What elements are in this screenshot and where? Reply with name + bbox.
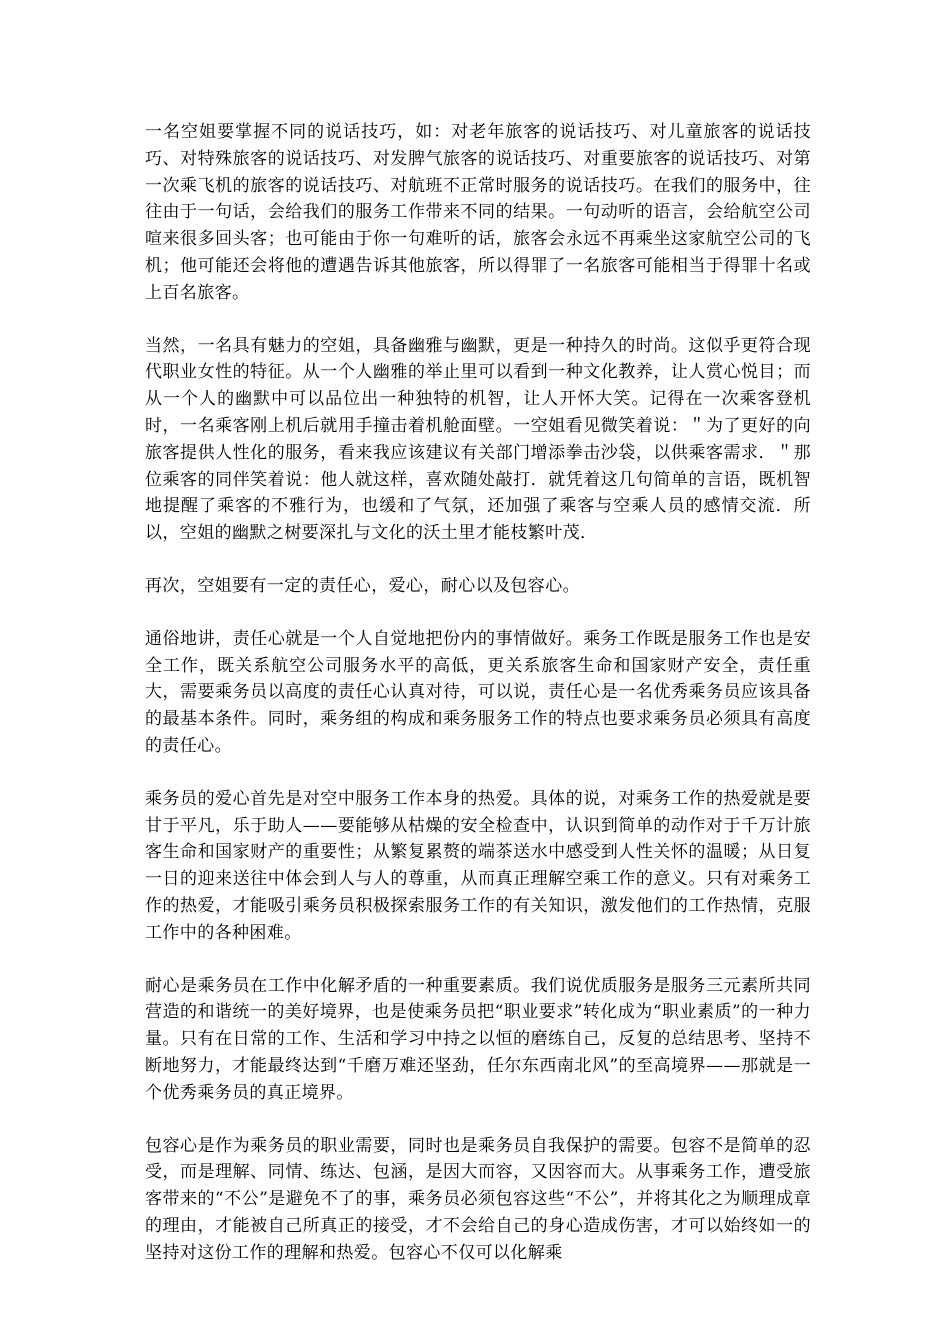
paragraph-elegance-humor: 当然，一名具有魅力的空姐，具备幽雅与幽默，更是一种持久的时尚。这似乎更符合现代职业女性的特征。从一个人幽雅的举止里可以看到一种文化教养，让人赏心悦目；而从一个人的幽默中可以品位出一种独特的机智，让人开怀大笑。记得在一次乘客登机时，一名乘客刚上机后就用手撞击着机舱面壁。一空姐看见微笑着说：＂为了更好的向旅客提供人性化的服务，看来我应该建议有关部门增添拳击沙袋，以供乘客需求．＂那位乘客的同伴笑着说：他人就这样，喜欢随处敲打．就凭着这几句简单的言语，既机智地提醒了乘客的不雅行为，也缓和了气氛，还加强了乘客与空乘人员的感情交流．所以，空姐的幽默之树要深扎与文化的沃土里才能枝繁叶茂． [145, 335, 811, 544]
paragraph-patience: 耐心是乘务员在工作中化解矛盾的一种重要素质。我们说优质服务是服务三元素所共同营造的和谐统一的美好境界，也是使乘务员把“职业要求”转化成为“职业素质”的一种力量。只有在日常的工作、生活和学习中持之以恒的磨练自己，反复的总结思考、坚持不断地努力，才能最终达到“千磨万难还坚劲，任尔东西南北风”的至高境界——那就是一个优秀乘务员的真正境界。 [145, 975, 811, 1103]
paragraph-responsibility: 通俗地讲，责任心就是一个人自觉地把份内的事情做好。乘务工作既是服务工作也是安全工作，既关系航空公司服务水平的高低，更关系旅客生命和国家财产安全，责任重大，需要乘务员以高度的责任心认真对待，可以说，责任心是一名优秀乘务员应该具备的最基本条件。同时，乘务组的构成和乘务服务工作的特点也要求乘务员必须具有高度的责任心。 [145, 628, 811, 756]
paragraph-speaking-skills: 一名空姐要掌握不同的说话技巧，如：对老年旅客的说话技巧、对儿童旅客的说话技巧、对特殊旅客的说话技巧、对发脾气旅客的说话技巧、对重要旅客的说话技巧、对第一次乘飞机的旅客的说话技巧、对航班不正常时服务的说话技巧。在我们的服务中，往往由于一句话，会给我们的服务工作带来不同的结果。一句动听的语言，会给航空公司喧来很多回头客；也可能由于你一句难听的话，旅客会永远不再乘坐这家航空公司的飞机；他可能还会将他的遭遇告诉其他旅客，所以得罪了一名旅客可能相当于得罪十名或上百名旅客。 [145, 122, 811, 303]
document-page [145, 119, 811, 1292]
paragraph-tolerance: 包容心是作为乘务员的职业需要，同时也是乘务员自我保护的需要。包容不是简单的忍受，而是理解、同情、练达、包涵，是因大而容，又因容而大。从事乘务工作，遭受旅客带来的“不公”是避免不了的事，乘务员必须包容这些“不公”，并将其化之为顺理成章的理由，才能被自己所真正的接受，才不会给自己的身心造成伤害，才可以始终如一的坚持对这份工作的理解和热爱。包容心不仅可以化解乘 [145, 1135, 811, 1263]
paragraph-love: 乘务员的爱心首先是对空中服务工作本身的热爱。具体的说，对乘务工作的热爱就是要甘于平凡，乐于助人——要能够从枯燥的安全检查中，认识到简单的动作对于千万计旅客生命和国家财产的重要性；从繁复累赘的端茶送水中感受到人性关怀的温暖；从日复一日的迎来送往中体会到人与人的尊重，从而真正理解空乘工作的意义。只有对乘务工作的热爱，才能吸引乘务员积极探索服务工作的有关知识，激发他们的工作热情，克服工作中的各种困难。 [145, 788, 811, 943]
paragraph-qualities-intro: 再次，空姐要有一定的责任心，爱心，耐心以及包容心。 [145, 575, 580, 596]
